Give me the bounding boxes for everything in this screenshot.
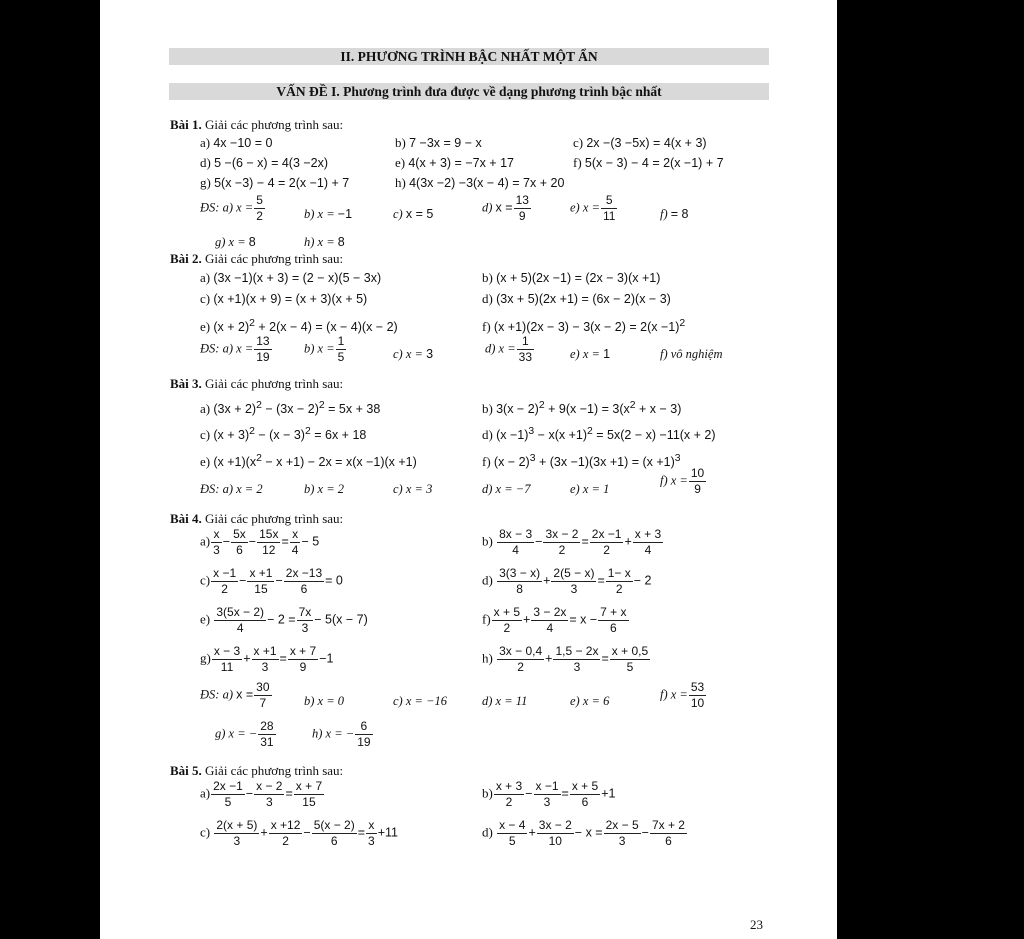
bai1-ans-h: h) x = 8 [304,235,345,249]
bai3-ans-b: b) x = 2 [304,482,345,496]
bai2-ans-d: d) x = $\frac{1}{33}$ [485,334,533,364]
bai4-f: f) $\frac{x + 5}{2}$ + $\frac{3 - 2x}{4}$ = x − $\frac{7 + x}{6}$ [482,605,627,635]
bai3-heading: Bài 3. Giải các phương trình sau: [170,376,344,391]
bai2-ans-e: e) x = 1 [570,347,611,361]
bai1-heading: Bài 1. Giải các phương trình sau: [170,117,344,132]
bai4-h: h) $\frac{3x - 0,4}{2}$ + $\frac{1,5 - 2x}{3}$ = $\frac{x + 0,5}{5}$ [482,644,649,674]
bai2-ans-f: f) vô nghiệm [660,347,723,361]
bai4-ans-b: b) x = 0 [304,694,345,708]
bai5-heading: Bài 5. Giải các phương trình sau: [170,763,344,778]
bai1-e: e) 4(x + 3) = −7x + 17 [395,155,514,170]
bai4-ans-e: e) x = 6 [570,694,610,708]
bai1-a: a) 4x −10 = 0 [200,135,273,150]
bai2-a: a) (3x −1)(x + 3) = (2 − x)(5 − 3x) [200,270,382,285]
bai5-c: c) $\frac{2(x + 5)}{3}$ + $\frac{x +12}{2}$ − $\frac{5(x - 2)}{6}$ = $\frac{x}{3}$ +11 [200,818,398,848]
bai3-f: f) $(x - 2)^3 + (3x -1)(3x +1) = (x +1)^3$ [482,453,681,470]
bai5-b: b) $\frac{x + 3}{2}$ − $\frac{x -1}{3}$ = $\frac{x + 5}{6}$ +1 [482,779,616,809]
bai3-d: d) $(x -1)^3 - x(x +1)^2 = 5x(2 - x) -11(x + 2)$ [482,426,716,443]
bai4-ans-g: g) x = − $\frac{28}{31}$ [215,719,274,749]
bai3-ans-f: f) x = $\frac{10}{9}$ [660,466,705,496]
bai2-ans-a: ĐS: a) x = $\frac{13}{19}$ [200,334,270,364]
bai4-ans-f: f) x = $\frac{53}{10}$ [660,680,705,710]
bai1-g: g) 5(x −3) − 4 = 2(x −1) + 7 [200,175,350,190]
bai1-ans-f: f) = 8 [660,207,689,221]
bai2-ans-c: c) x = 3 [393,347,434,361]
bai1-d: d) 5 −(6 − x) = 4(3 −2x) [200,155,329,170]
bai1-h: h) 4(3x −2) −3(x − 4) = 7x + 20 [395,175,565,190]
bai3-a: a) $(3x + 2)^2 - (3x - 2)^2 = 5x + 38$ [200,400,381,417]
bai1-ans-a: ĐS: a) x = $\frac{5}{2}$ [200,193,263,223]
bai2-d: d) (3x + 5)(2x +1) = (6x − 2)(x − 3) [482,291,671,306]
bai3-ans-e: e) x = 1 [570,482,610,496]
bai4-ans-h: h) x = − $\frac{6}{19}$ [312,719,371,749]
bai5-a: a) $\frac{2x -1}{5}$ − $\frac{x - 2}{3}$ = $\frac{x + 7}{15}$ [200,779,323,809]
bai1-ans-c: c) x = 5 [393,207,434,221]
bai4-ans-a: ĐS: a) x = $\frac{30}{7}$ [200,680,270,710]
bai1-ans-g: g) x = 8 [215,235,256,249]
bai5-d: d) $\frac{x - 4}{5}$ + $\frac{3x - 2}{10}$ − x = $\frac{2x - 5}{3}$ − $\frac{7x + 2}{6}$ [482,818,685,848]
bai3-ans-c: c) x = 3 [393,482,433,496]
page-number: 23 [750,917,763,932]
bai2-e: e) $(x + 2)^2 + 2(x - 4) = (x - 4)(x - 2)$ [200,318,398,335]
section-title: II. PHƯƠNG TRÌNH BẬC NHẤT MỘT ẨN [169,48,769,65]
bai3-ans-a: ĐS: a) x = 2 [200,482,263,496]
bai3-e: e) $(x +1)(x^2 - x +1) - 2x = x(x -1)(x +1)$ [200,453,417,470]
bai1-c: c) 2x −(3 −5x) = 4(x + 3) [573,135,707,150]
bai1-ans-e: e) x = $\frac{5}{11}$ [570,193,616,223]
bai2-ans-b: b) x = $\frac{1}{5}$ [304,334,345,364]
bai2-b: b) (x + 5)(2x −1) = (2x − 3)(x +1) [482,270,661,285]
bai2-f: f) $(x +1)(2x - 3) - 3(x - 2) = 2(x -1)^2$ [482,318,686,335]
bai4-heading: Bài 4. Giải các phương trình sau: [170,511,344,526]
bai3-b: b) $3(x - 2)^2 + 9(x -1) = 3(x^2 + x - 3)$ [482,400,682,417]
bai2-heading: Bài 2. Giải các phương trình sau: [170,251,344,266]
bai3-ans-d: d) x = −7 [482,482,531,496]
bai1-ans-d: d) x = $\frac{13}{9}$ [482,193,529,223]
bai4-b: b) $\frac{8x - 3}{4}$ − $\frac{3x - 2}{2}$ = $\frac{2x -1}{2}$ + $\frac{x + 3}{4}$ [482,527,662,557]
bai1-f: f) 5(x − 3) − 4 = 2(x −1) + 7 [573,155,724,170]
bai3-c: c) $(x + 3)^2 - (x - 3)^2 = 6x + 18$ [200,426,367,443]
bai4-ans-c: c) x = −16 [393,694,448,708]
bai2-c: c) (x +1)(x + 9) = (x + 3)(x + 5) [200,291,368,306]
document-page [100,0,837,939]
bai4-g: g) $\frac{x - 3}{11}$ + $\frac{x +1}{3}$ = $\frac{x + 7}{9}$ −1 [200,644,334,674]
bai4-d: d) $\frac{3(3 - x)}{8}$ + $\frac{2(5 - x)}{3}$ = $\frac{1- x}{2}$ − 2 [482,566,652,596]
bai4-c: c) $\frac{x -1}{2}$ − $\frac{x +1}{15}$ − $\frac{2x -13}{6}$ = 0 [200,566,343,596]
bai4-a: a) $\frac{x}{3}$ − $\frac{5x}{6}$ − $\frac{15x}{12}$ = $\frac{x}{4}$ − 5 [200,527,320,557]
bai4-ans-d: d) x = 11 [482,694,528,708]
bai4-e: e) $\frac{3(5x - 2)}{4}$ − 2 = $\frac{7x}{3}$ − 5(x − 7) [200,605,368,635]
topic-title: VẤN ĐỀ I. Phương trình đưa được về dạng phương trình bậc nhất [169,83,769,100]
bai1-b: b) 7 −3x = 9 − x [395,135,482,150]
bai1-ans-b: b) x = −1 [304,207,353,221]
